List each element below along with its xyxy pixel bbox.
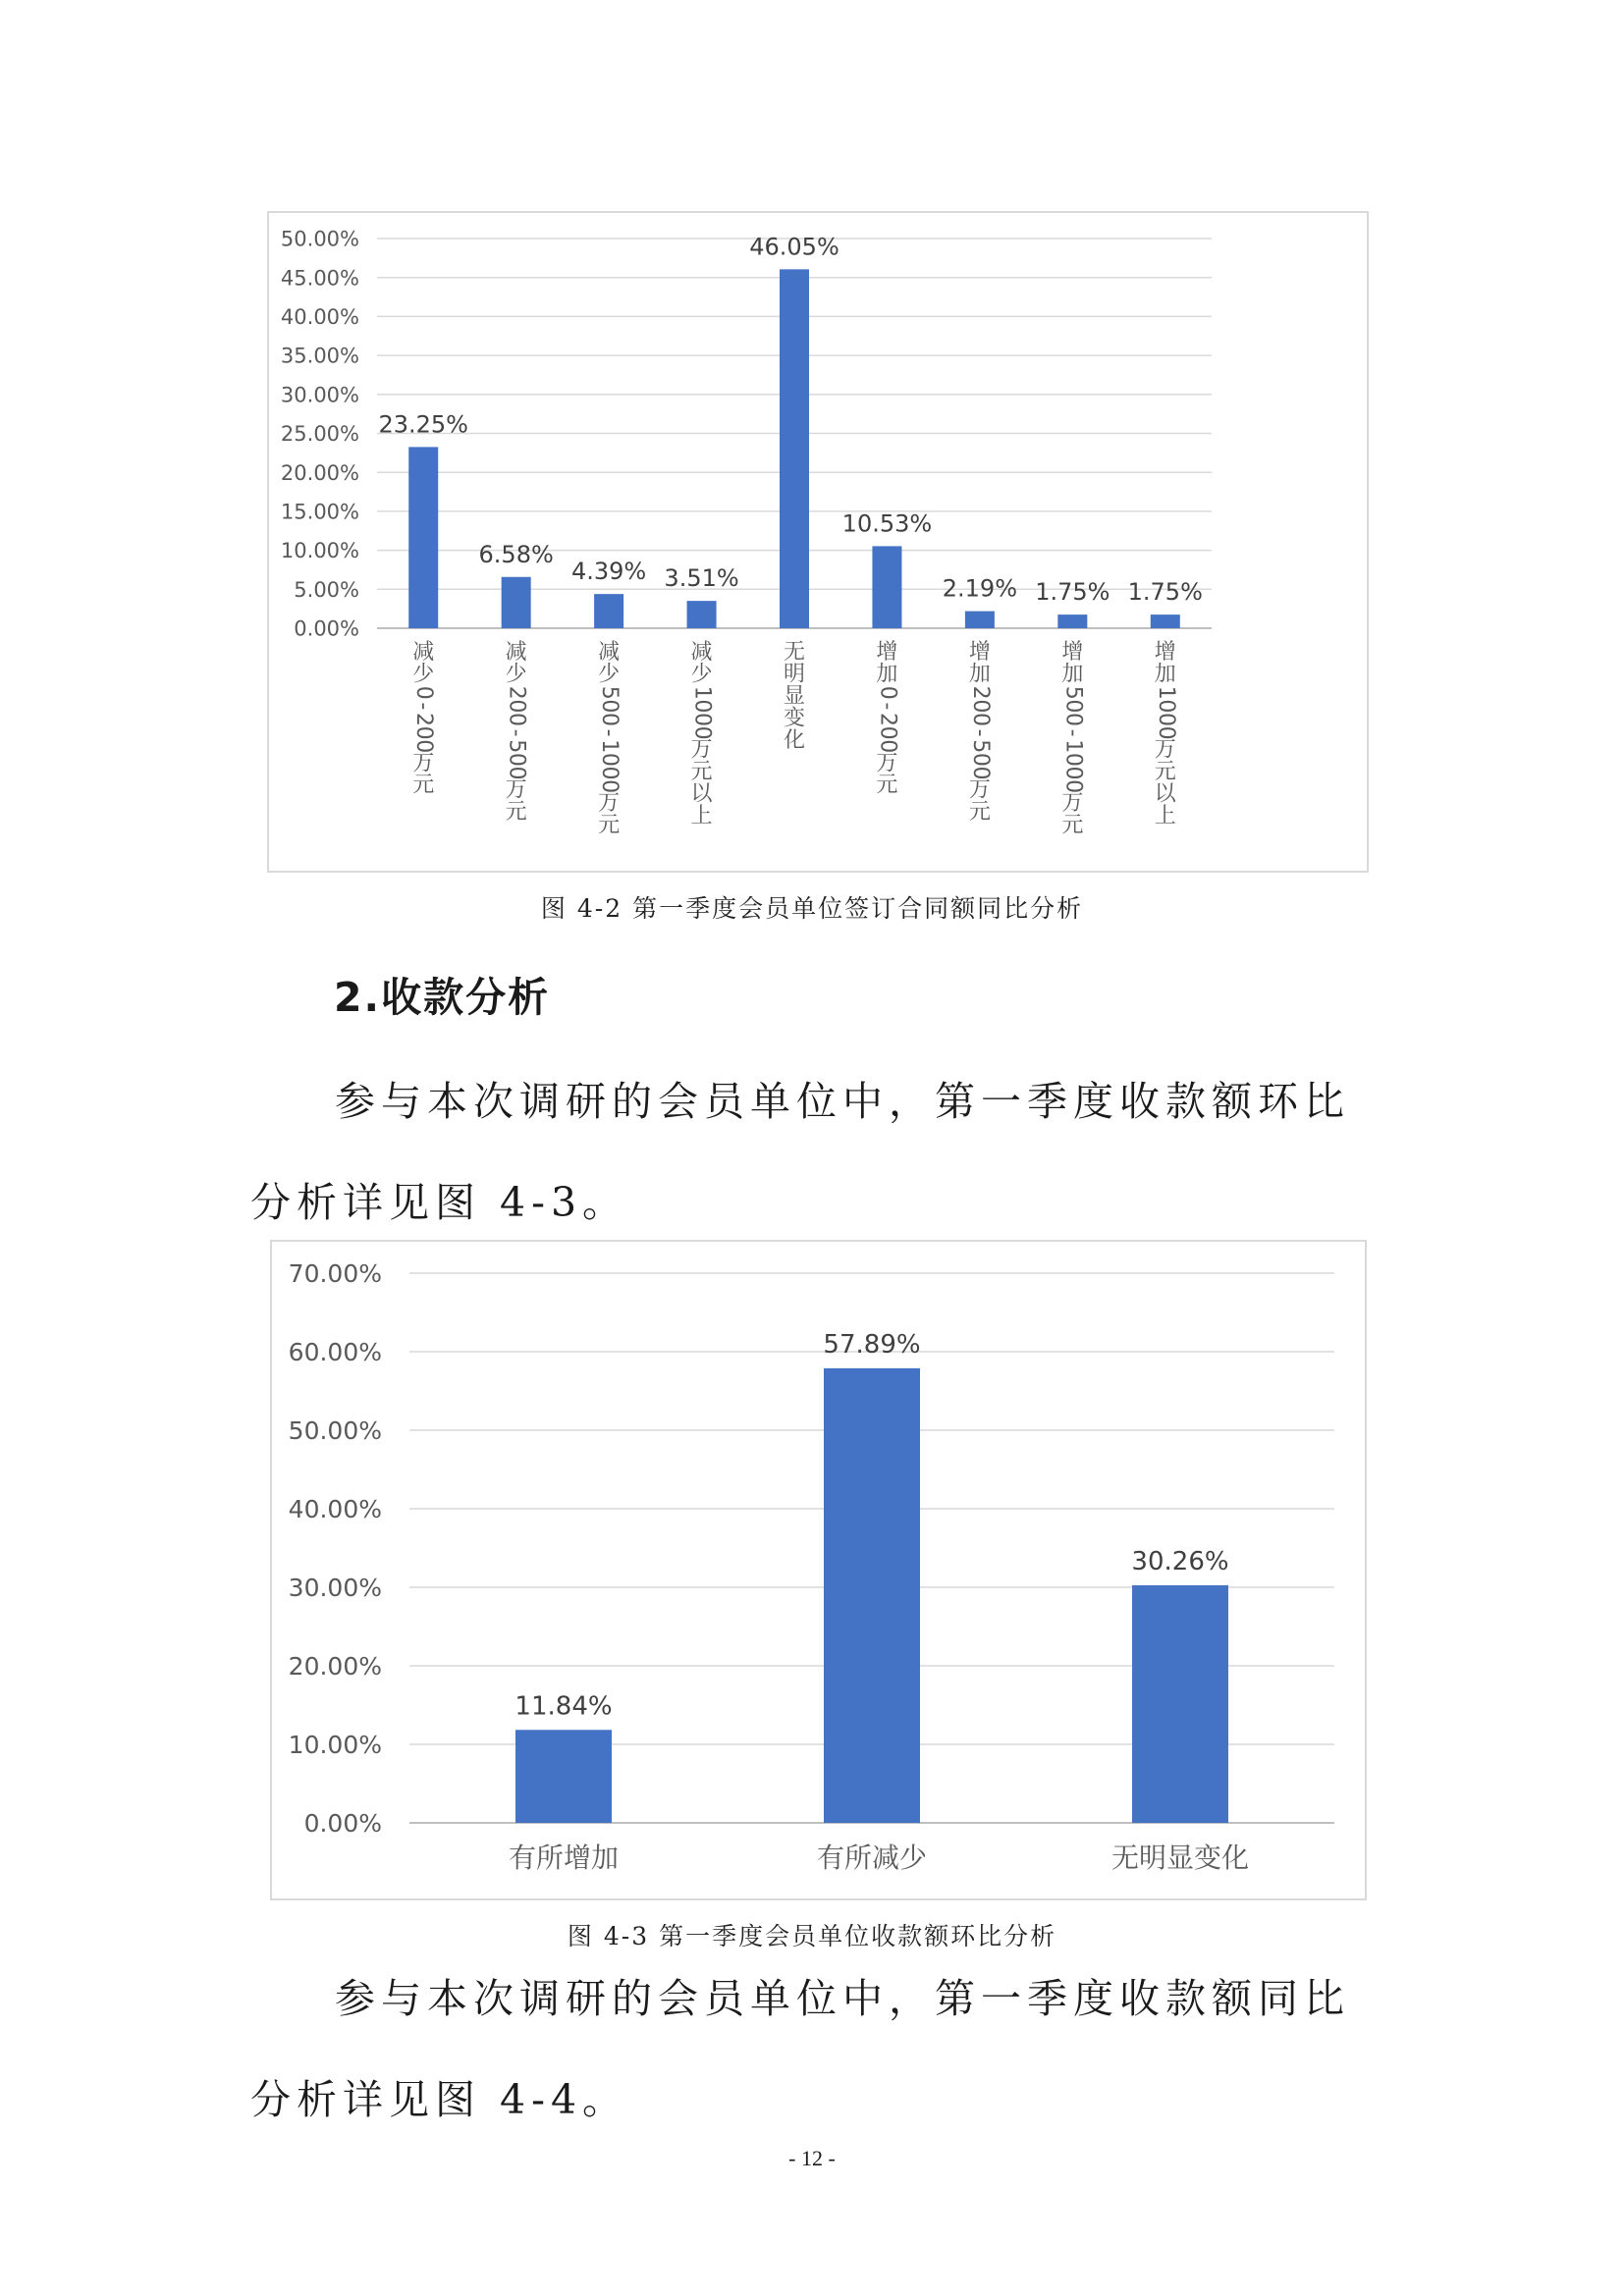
x-category-char: 元	[968, 800, 991, 826]
x-category-label: 有所减少	[816, 1842, 928, 1874]
x-category-char: 元	[1061, 813, 1084, 838]
y-tick-label: 40.00%	[280, 304, 359, 329]
x-category-char: 0	[1060, 752, 1086, 767]
x-category-char: 0	[875, 685, 900, 700]
x-category-char: 0	[504, 752, 529, 767]
x-category-char: 0	[689, 712, 715, 726]
x-category-char: -	[967, 728, 993, 737]
bar	[502, 577, 531, 628]
x-category-char: 0	[411, 739, 437, 754]
section-heading: 2.收款分析	[334, 974, 551, 1021]
x-category-char: 0	[597, 779, 623, 794]
x-category-char: 以	[1154, 781, 1176, 807]
bar	[824, 1368, 920, 1823]
y-tick-label: 60.00%	[288, 1338, 382, 1366]
y-tick-label: 20.00%	[288, 1652, 382, 1681]
bar	[1132, 1585, 1228, 1823]
x-category-char: 显	[783, 684, 806, 710]
x-category-char: 5	[967, 739, 993, 754]
x-category-char: 万	[690, 737, 713, 763]
x-category-char: 2	[967, 685, 993, 700]
bar	[1151, 614, 1180, 628]
x-category-char: 2	[875, 712, 900, 726]
data-label: 57.89%	[823, 1329, 921, 1360]
x-category-char: 变	[783, 706, 806, 731]
x-category-char: 0	[1153, 699, 1178, 714]
paragraph-yoy: 参与本次调研的会员单位中，第一季度收款额同比分析详见图 4-4。	[250, 1975, 1350, 2123]
bar	[408, 447, 438, 628]
x-category-char: 减	[690, 640, 713, 666]
x-category-char: 0	[504, 766, 529, 780]
x-category-char: -	[1060, 728, 1086, 737]
bar	[965, 612, 995, 628]
x-category-char: 上	[1154, 803, 1176, 828]
x-category-char: 明	[783, 662, 806, 687]
x-category-char: 5	[504, 739, 529, 754]
x-category-char: 增	[1154, 640, 1176, 666]
x-category-char: 化	[783, 727, 806, 753]
x-category-char: -	[504, 728, 529, 737]
x-category-char: 以	[690, 781, 713, 807]
bar	[515, 1730, 612, 1823]
x-category-char: 0	[411, 725, 437, 740]
y-tick-label: 40.00%	[288, 1495, 382, 1523]
x-category-char: 增	[1061, 640, 1084, 666]
data-label: 10.53%	[841, 509, 933, 538]
x-category-char: 0	[1060, 779, 1086, 794]
x-category-char: 0	[1153, 712, 1178, 726]
x-category-char: 元	[412, 773, 435, 798]
x-category-char: 1	[597, 739, 623, 754]
x-category-char: 5	[1060, 685, 1086, 700]
x-category-char: 万	[968, 777, 991, 803]
x-category-char: 1	[1153, 685, 1178, 700]
x-category-char: 0	[597, 752, 623, 767]
y-tick-label: 25.00%	[280, 422, 359, 447]
x-category-char: 0	[875, 725, 900, 740]
x-category-char: -	[411, 702, 437, 711]
y-tick-label: 30.00%	[280, 383, 359, 407]
x-category-char: 0	[1060, 766, 1086, 780]
chart-contract-yoy	[267, 211, 1369, 873]
data-label: 30.26%	[1131, 1546, 1229, 1576]
x-category-char: 1	[1060, 739, 1086, 754]
y-tick-label: 15.00%	[280, 500, 359, 524]
x-category-char: 少	[505, 662, 527, 687]
bar	[1057, 614, 1087, 628]
y-tick-label: 10.00%	[280, 539, 359, 563]
x-category-char: 少	[412, 662, 435, 687]
bar	[687, 601, 717, 628]
bar	[780, 269, 809, 628]
x-category-char: 少	[598, 662, 621, 687]
paragraph-ring-ratio: 参与本次调研的会员单位中，第一季度收款额环比分析详见图 4-3。	[250, 1078, 1350, 1226]
data-label: 6.58%	[478, 540, 554, 568]
x-category-char: 无	[783, 640, 806, 666]
x-category-char: 0	[689, 699, 715, 714]
x-category-label: 有所增加	[508, 1842, 620, 1874]
x-category-char: 0	[967, 752, 993, 767]
y-tick-label: 50.00%	[288, 1416, 382, 1445]
x-category-char: -	[597, 728, 623, 737]
data-label: 11.84%	[514, 1691, 613, 1722]
data-label: 23.25%	[378, 410, 468, 439]
data-label: 46.05%	[749, 233, 839, 261]
x-category-char: 2	[411, 712, 437, 726]
x-category-char: 0	[689, 725, 715, 740]
x-category-char: 加	[876, 662, 898, 687]
x-category-char: 万	[412, 751, 435, 776]
x-category-char: -	[875, 702, 900, 711]
x-category-char: 0	[504, 712, 529, 726]
y-tick-label: 35.00%	[280, 344, 359, 368]
y-tick-label: 0.00%	[303, 1809, 382, 1838]
y-tick-label: 45.00%	[280, 266, 359, 291]
y-tick-label: 20.00%	[280, 460, 359, 485]
x-category-char: 0	[597, 712, 623, 726]
y-tick-label: 50.00%	[280, 227, 359, 251]
x-category-char: 0	[411, 685, 437, 700]
x-category-char: 0	[875, 739, 900, 754]
chart-contract-yoy-svg	[269, 213, 1367, 871]
bar	[872, 546, 901, 628]
x-category-char: 减	[505, 640, 527, 666]
x-category-char: 元	[505, 800, 527, 826]
x-category-char: 万	[1154, 737, 1176, 763]
x-category-char: 加	[1061, 662, 1084, 687]
y-tick-label: 0.00%	[294, 616, 359, 641]
x-category-char: 万	[505, 777, 527, 803]
x-category-label: 无明显变化	[1110, 1842, 1250, 1874]
x-category-char: 万	[1061, 791, 1084, 817]
bar	[594, 594, 623, 628]
x-category-char: 加	[1154, 662, 1176, 687]
x-category-char: 0	[967, 766, 993, 780]
x-category-char: 0	[1060, 712, 1086, 726]
x-category-char: 0	[1060, 699, 1086, 714]
x-category-char: 增	[876, 640, 898, 666]
x-category-char: 0	[967, 712, 993, 726]
data-label: 2.19%	[942, 574, 1018, 603]
x-category-char: 0	[967, 699, 993, 714]
x-category-char: 万	[598, 791, 621, 817]
x-category-char: 0	[504, 699, 529, 714]
x-category-char: 元	[1154, 760, 1176, 785]
x-category-char: 上	[690, 803, 713, 828]
y-tick-label: 30.00%	[288, 1574, 382, 1602]
data-label: 3.51%	[664, 564, 739, 593]
y-tick-label: 5.00%	[294, 577, 359, 602]
x-category-char: 少	[690, 662, 713, 687]
x-category-char: 减	[598, 640, 621, 666]
figure-caption-4-2: 图 4-2 第一季度会员单位签订合同额同比分析	[540, 894, 1084, 923]
x-category-char: 元	[876, 773, 898, 798]
y-tick-label: 70.00%	[288, 1259, 382, 1288]
x-category-char: 1	[689, 685, 715, 700]
data-label: 4.39%	[570, 558, 647, 586]
x-category-char: 元	[690, 760, 713, 785]
x-category-char: 加	[968, 662, 991, 687]
x-category-char: 元	[598, 813, 621, 838]
y-tick-label: 10.00%	[288, 1731, 382, 1759]
x-category-char: 5	[597, 685, 623, 700]
x-category-char: 2	[504, 685, 529, 700]
data-label: 1.75%	[1035, 578, 1110, 607]
x-category-char: 万	[876, 751, 898, 776]
x-category-char: 0	[597, 766, 623, 780]
page-number: - 12 -	[788, 2146, 836, 2170]
x-category-char: 减	[412, 640, 435, 666]
data-label: 1.75%	[1127, 578, 1203, 607]
x-category-char: 增	[968, 640, 991, 666]
figure-caption-4-3: 图 4-3 第一季度会员单位收款额环比分析	[567, 1922, 1057, 1950]
x-category-char: 0	[597, 699, 623, 714]
chart-receipts-mom	[270, 1240, 1367, 1900]
chart-receipts-mom-svg	[272, 1242, 1365, 1898]
x-category-char: 0	[1153, 725, 1178, 740]
